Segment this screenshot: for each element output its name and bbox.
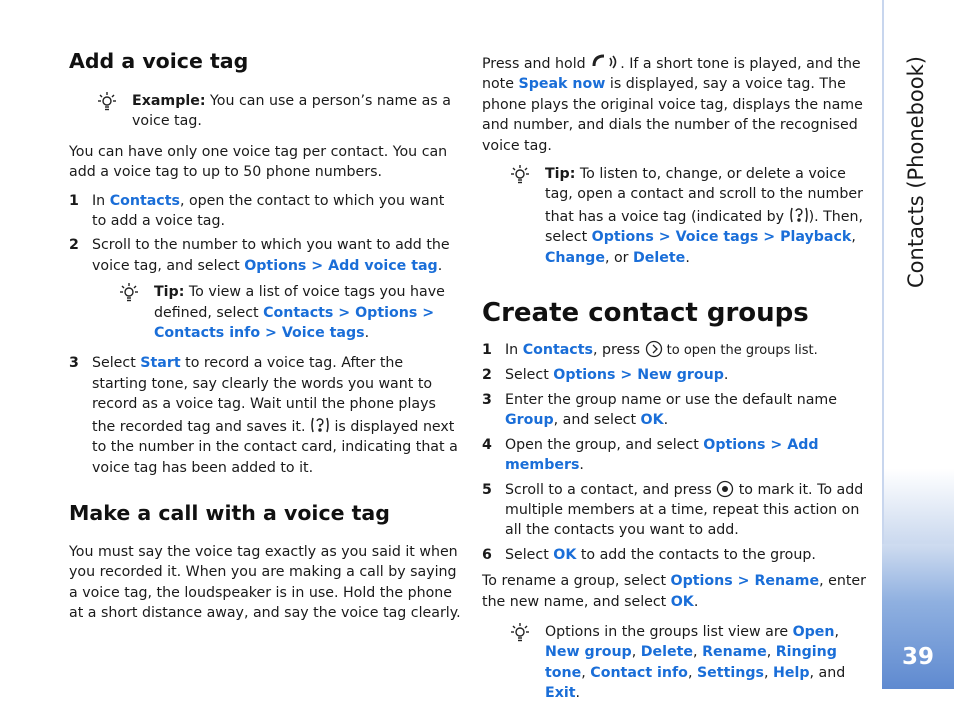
add-tag-step-1 bbox=[69, 191, 461, 232]
tip-label: Tip: bbox=[545, 166, 576, 183]
step-text: . bbox=[579, 457, 584, 474]
voice-tag-icon bbox=[789, 205, 809, 225]
voice-tag-intro: You can have only one voice tag per contact. You can add a voice tag to up to 50 phone numbers. bbox=[69, 143, 448, 181]
note-text: , bbox=[766, 644, 776, 661]
note-text: , bbox=[581, 664, 591, 681]
step-number: 1 bbox=[69, 192, 79, 209]
keyword-rename-path: Options > Rename bbox=[670, 573, 820, 590]
para-text: To rename a group, select bbox=[482, 573, 671, 590]
keyword-group: Group bbox=[505, 412, 554, 429]
step-text: , open the contact to which you want to add a voice tag. bbox=[92, 192, 445, 230]
example-note bbox=[69, 91, 461, 132]
press-and-hold-paragraph bbox=[482, 52, 870, 156]
joystick-press-icon bbox=[716, 480, 734, 498]
para-text: . bbox=[693, 593, 699, 610]
keyword-change: Change bbox=[545, 249, 605, 266]
groups-step-5 bbox=[482, 480, 870, 541]
para-text: Press and hold bbox=[482, 56, 591, 72]
keyword-ok: OK bbox=[553, 546, 577, 563]
groups-step-6 bbox=[482, 545, 870, 565]
keyword-ok: OK bbox=[640, 412, 664, 429]
lightbulb-icon bbox=[507, 622, 533, 644]
keyword-open: Open bbox=[792, 623, 835, 640]
lightbulb-icon bbox=[507, 164, 533, 186]
joystick-right-icon bbox=[645, 340, 663, 358]
keyword-exit: Exit bbox=[545, 685, 576, 702]
step-text: to add the contacts to the group. bbox=[576, 546, 816, 563]
heading-add-voice-tag: Add a voice tag bbox=[69, 49, 249, 73]
add-tag-step-2 bbox=[69, 235, 461, 276]
para-text: . If a short tone is played, and the note bbox=[482, 56, 861, 93]
step-text: Scroll to a contact, and press bbox=[505, 481, 717, 498]
groups-step-3 bbox=[482, 390, 870, 431]
keyword-options-add-voice-tag: Options > Add voice tag bbox=[244, 257, 438, 274]
step-text: . bbox=[437, 257, 443, 274]
heading-make-call: Make a call with a voice tag bbox=[69, 500, 390, 525]
note-text: Options in the groups list view are bbox=[545, 623, 793, 640]
keyword-new-group: Options > New group bbox=[553, 367, 724, 384]
step-text: In bbox=[92, 192, 110, 209]
keyword-add-members: Options > Add members bbox=[505, 436, 819, 474]
tip-text: . bbox=[685, 249, 690, 266]
tip-text: , or bbox=[604, 249, 634, 266]
right-column bbox=[482, 52, 870, 714]
keyword-rename: Rename bbox=[702, 644, 767, 661]
step-text: Scroll to the number to which you want to add the voice tag, and select bbox=[92, 237, 450, 274]
note-text: , bbox=[631, 644, 641, 661]
para-text: , enter the new name, and select bbox=[482, 573, 866, 610]
keyword-contact-info: Contact info bbox=[590, 664, 688, 681]
step-number: 1 bbox=[482, 342, 492, 359]
step-number: 2 bbox=[482, 367, 492, 384]
example-text: You can use a person’s name as a voice tag. bbox=[132, 93, 451, 130]
step-text: is displayed next to the number in the contact card, indicating that a voice tag has been added to it. bbox=[92, 418, 458, 476]
step-number: 2 bbox=[69, 237, 79, 254]
para-text: is displayed, say a voice tag. The phone plays the original voice tag, displays the name and number, and dials the number of the recognised voice tag. bbox=[482, 76, 863, 154]
step-number: 4 bbox=[482, 436, 492, 453]
note-text: . bbox=[575, 685, 581, 702]
keyword-settings: Settings bbox=[696, 664, 764, 681]
step-text: to record a voice tag. After the starting tone, say clearly the words you want to record as a voice tag. Wait until the phone plays the recorded tag and saves it. bbox=[92, 355, 436, 435]
step-text: In bbox=[505, 342, 523, 359]
tip-text: ). Then, select bbox=[545, 208, 864, 246]
step-number: 3 bbox=[69, 355, 79, 372]
chapter-title: Contacts (Phonebook) bbox=[904, 56, 928, 288]
note-text: , bbox=[834, 623, 840, 640]
keyword-voice-tags-path: Contacts > Options > Contacts info > Voice tags bbox=[154, 304, 435, 342]
step-text: , press bbox=[592, 342, 645, 359]
groups-step-1 bbox=[482, 340, 870, 361]
groups-step-2 bbox=[482, 365, 870, 385]
keyword-playback-path: Options > Voice tags > Playback bbox=[591, 229, 852, 246]
tip-text: To view a list of voice tags you have defined, select bbox=[154, 284, 445, 321]
keyword-ok: OK bbox=[670, 593, 694, 610]
tip-label: Tip: bbox=[154, 284, 185, 301]
keyword-ringing-tone: Ringing tone bbox=[545, 644, 837, 681]
keyword-start: Start bbox=[140, 355, 181, 372]
note-text: , bbox=[687, 664, 697, 681]
lightbulb-icon bbox=[94, 91, 120, 113]
keyword-contacts: Contacts bbox=[109, 192, 180, 209]
tip-text: . bbox=[364, 325, 370, 342]
step-text: to mark it. To add multiple members at a time, repeat this action on all the contacts you want to add. bbox=[505, 481, 864, 539]
keyword-new-group: New group bbox=[545, 644, 632, 661]
groups-step-4 bbox=[482, 435, 870, 476]
chapter-sidebar bbox=[882, 0, 954, 689]
step-number: 3 bbox=[482, 391, 492, 408]
step-text: Enter the group name or use the default name bbox=[505, 391, 837, 408]
options-note bbox=[482, 622, 870, 704]
step-text: Select bbox=[505, 367, 554, 384]
tip-text: To listen to, change, or delete a voice tag, open a contact and scroll to the number that has a voice tag (indicated by bbox=[545, 166, 863, 225]
step-text: Select bbox=[505, 546, 554, 563]
keyword-contacts: Contacts bbox=[522, 342, 593, 359]
voice-tag-icon bbox=[310, 415, 330, 435]
step-number: 6 bbox=[482, 546, 492, 563]
note-text: , and bbox=[809, 664, 846, 681]
note-text: , bbox=[693, 644, 703, 661]
note-text: , bbox=[763, 664, 773, 681]
step-text: Select bbox=[92, 355, 141, 372]
keyword-help: Help bbox=[772, 664, 810, 681]
tip-view-voice-tags bbox=[69, 282, 461, 343]
keyword-delete: Delete bbox=[633, 249, 686, 266]
rename-paragraph bbox=[482, 571, 870, 612]
tip-listen-change-delete bbox=[482, 164, 870, 268]
page-number-tab bbox=[882, 544, 954, 689]
make-call-paragraph: You must say the voice tag exactly as you said it when you recorded it. When you are making a call by saying a voice tag, the loudspeaker is in use. Hold the phone at a short distance away, and say the voice tag clearly. bbox=[69, 543, 461, 622]
call-key-icon bbox=[590, 52, 620, 72]
step-number: 5 bbox=[482, 481, 492, 498]
step-text: . bbox=[663, 412, 669, 429]
add-tag-step-3 bbox=[69, 353, 461, 477]
step-text: , and select bbox=[553, 412, 641, 429]
keyword-speak-now: Speak now bbox=[518, 76, 606, 93]
heading-create-groups: Create contact groups bbox=[482, 298, 809, 329]
keyword-delete: Delete bbox=[640, 644, 694, 661]
step-text: to open the groups list. bbox=[662, 343, 818, 359]
lightbulb-icon bbox=[116, 282, 142, 304]
step-text: . bbox=[723, 367, 729, 384]
example-label: Example: bbox=[132, 93, 206, 109]
left-column bbox=[69, 48, 461, 632]
tip-text: , bbox=[851, 229, 856, 246]
step-text: Open the group, and select bbox=[505, 436, 704, 453]
page-number: 39 bbox=[901, 644, 934, 670]
